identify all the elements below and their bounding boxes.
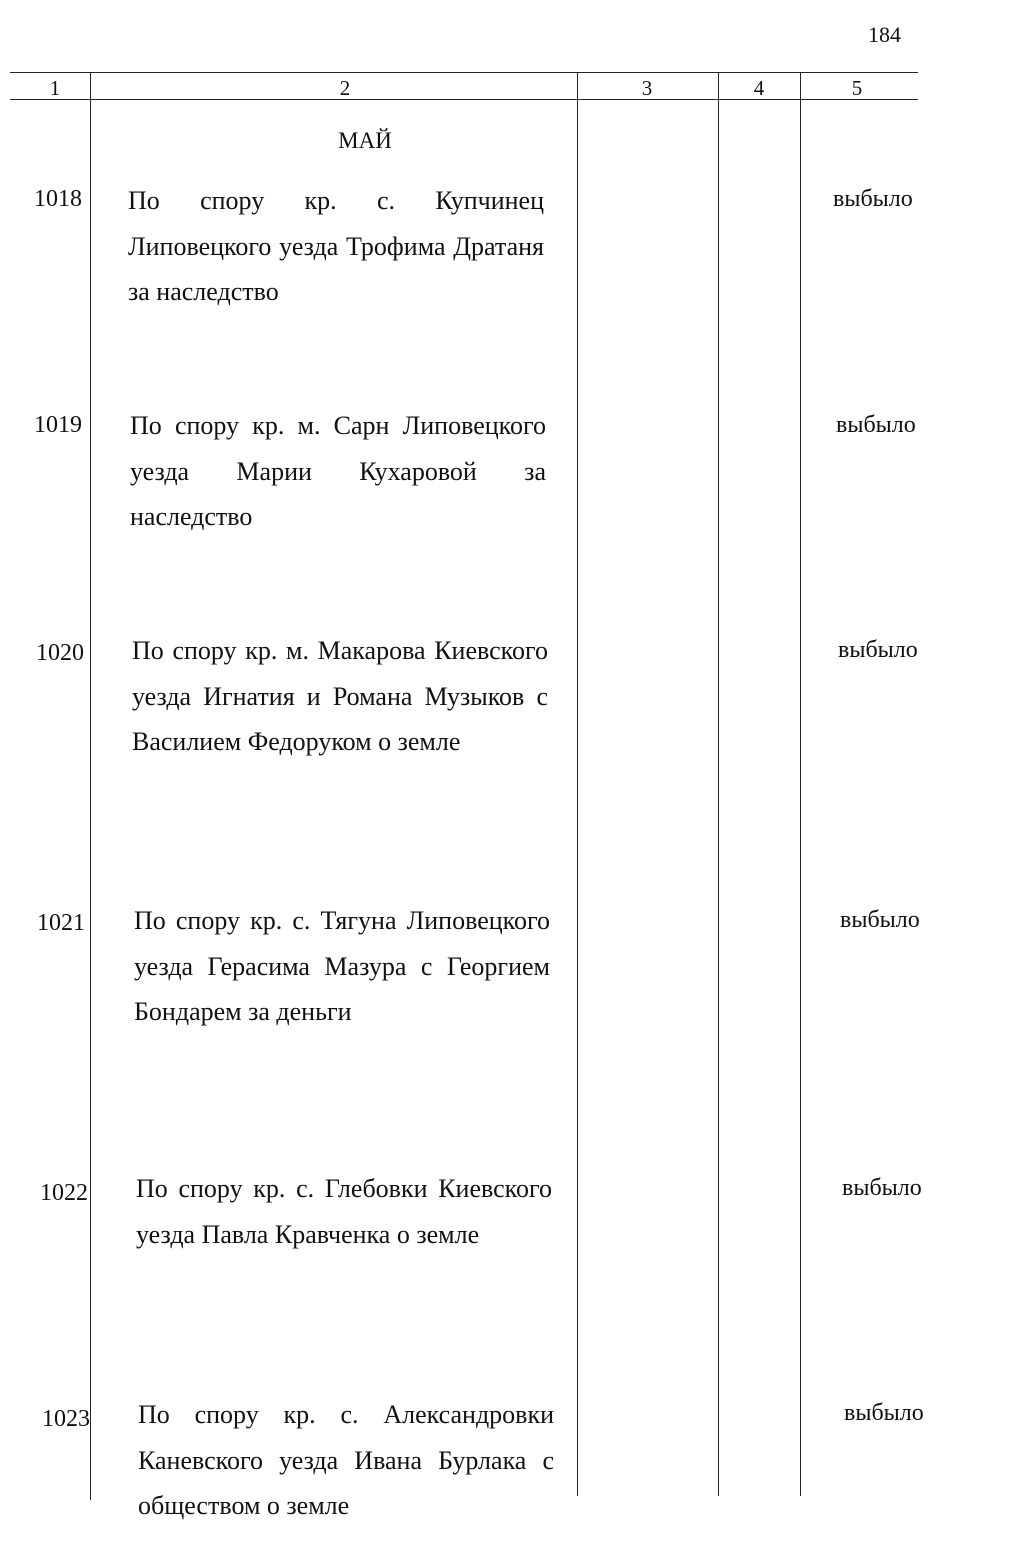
entry-status: выбыло [833,186,913,212]
column-divider-3 [718,73,719,1496]
month-heading: МАЙ [338,128,392,153]
column-header-3: 3 [641,76,653,100]
entry-status: выбыло [836,412,916,438]
entry-description: По спору кр. м. Макарова Киевского уезда Игнатия и Романа Музыков с Василием Федоруком о земле [132,636,548,756]
page-number: 184 [868,22,901,47]
column-divider-2 [577,73,578,1496]
entry-status: выбыло [844,1400,924,1426]
column-header-2: 2 [339,76,351,100]
entry-description: По спору кр. с. Глебовки Киевского уезда Павла Кравченка о земле [136,1174,552,1249]
column-header-5: 5 [851,76,863,100]
column-header-1: 1 [49,76,61,100]
entry-status: выбыло [840,907,920,933]
entry-number: 1018 [34,186,82,212]
entry-description: По спору кр. с. Купчинец Липовецкого уезда Трофима Дратаня за наследство [128,186,544,306]
entry-description: По спору кр. м. Сарн Липовецкого уезда Марии Кухаровой за наследство [130,411,546,531]
entry-number: 1022 [40,1180,88,1206]
entry-number: 1020 [36,640,84,666]
entry-description: По спору кр. с. Александровки Каневского уезда Ивана Бурлака с обществом о земле [138,1400,554,1520]
entry-number: 1021 [37,910,85,936]
entry-description: По спору кр. с. Тягуна Липовецкого уезда Герасима Мазура с Георгием Бондарем за деньги [134,906,550,1026]
entry-status: выбыло [842,1175,922,1201]
column-divider-4 [800,73,801,1496]
entry-number: 1023 [42,1406,90,1432]
column-divider-1 [90,73,91,1500]
column-header-4: 4 [753,76,765,100]
entry-number: 1019 [34,412,82,438]
entry-status: выбыло [838,637,918,663]
table-top-rule [10,72,918,73]
